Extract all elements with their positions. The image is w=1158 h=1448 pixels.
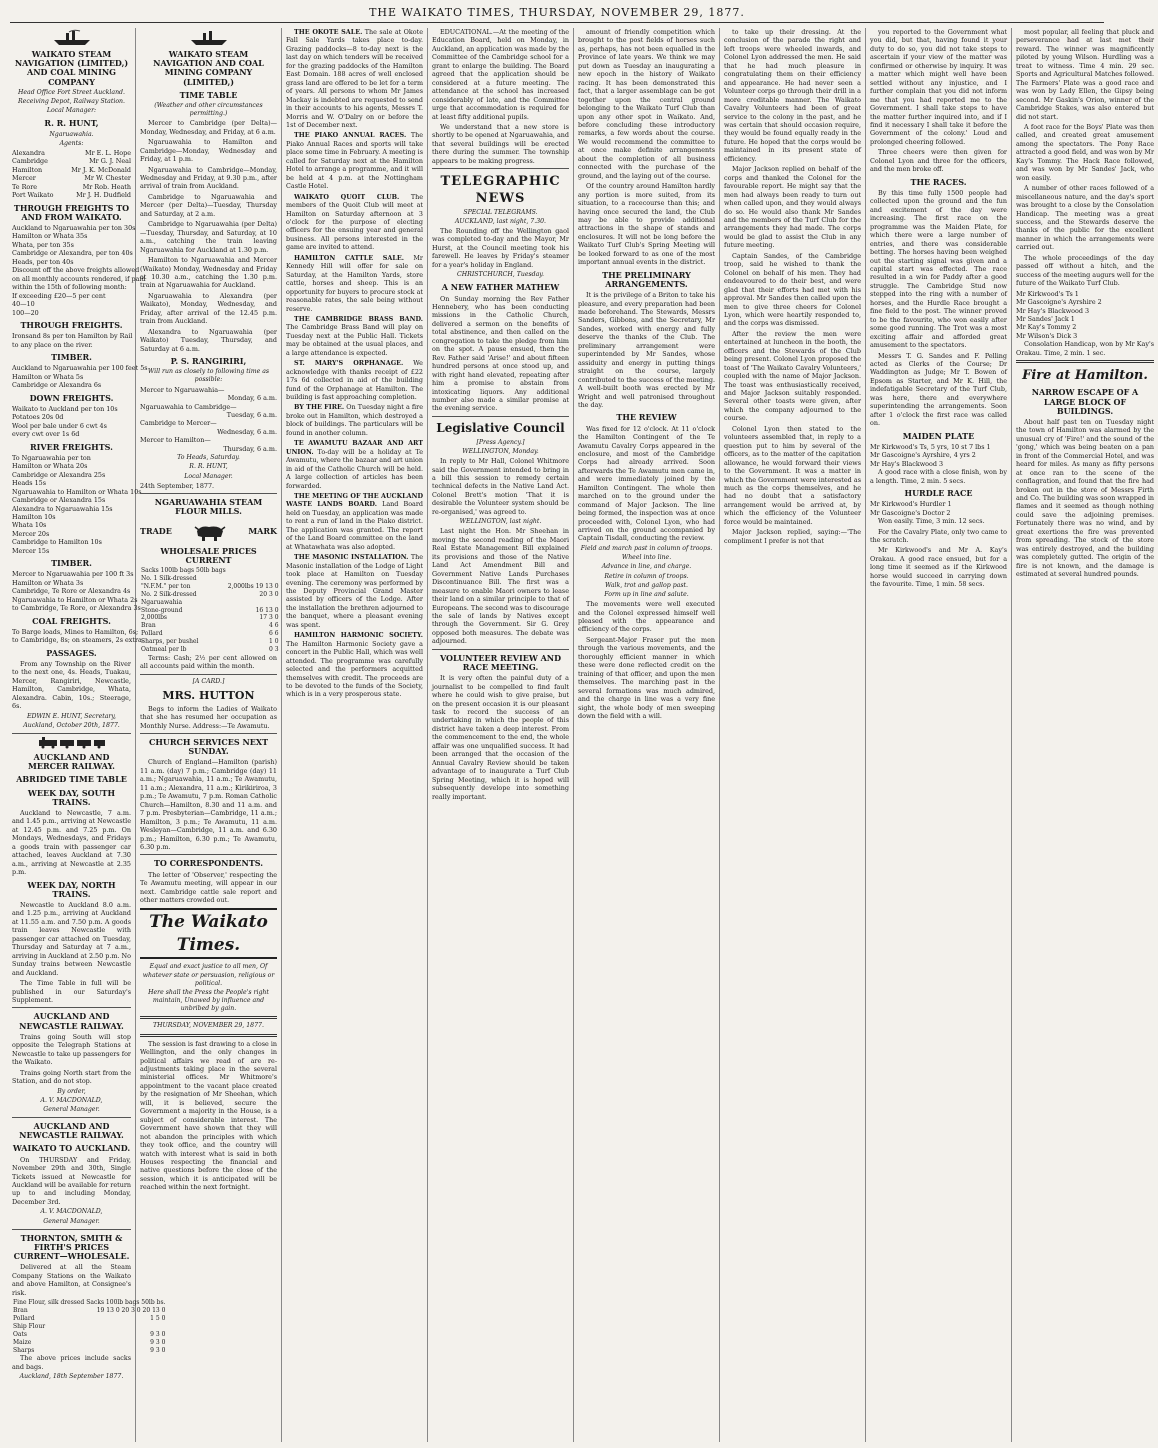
freights-heading: THROUGH FREIGHTS TO AND FROM WAIKATO. bbox=[13, 202, 130, 222]
table-row: 2,000lbs 17 3 0 bbox=[141, 614, 279, 622]
table-row: Pollard 1 5 0 bbox=[13, 1314, 166, 1322]
column-5: amount of friendly competition which brought to the post fields of horses such as, perhaps, has not been equalled in the Province of late years. We think we may put down as Tuesday an inaugurating a new epoch in the history of Waikato racing. It has been demonstrated this fact, that a larger assemblage can be got together upon the central ground belonging to the Waikato Turf Club than upon any other spot in Waikato. And, before concluding these introductory remarks, a few words about the course. We would recommend the committee to at once make definite arrangements about the completion of all business connected with the purchase of the ground, and the laying out of the course. Of the country around Hamilton hardly any portion is more suited, from its situation, to a racecourse than this; and having once secured the land, the Club may be able to provide additional attractions in the shape of stands and enclosures. It will not be long before the Waikato Turf Club's Spring Meeting will be looked forward to as one of the most important annual events in the district. THE PRELIMINARY ARRANGEMENTS. It is the privilege of a Briton to take his pleasure, and every preparation had been made beforehand. The Stewards, Messrs Sanders, Gibbons, and the Secretary, Mr Sandes, worked with energy and fully deserve the thanks of the Club. The preliminary arrangement were superintended by Mr Sandes, whose assiduity and energy in putting things straight on the course, largely contributed to the success of the meeting. A well-built booth was erected by Mr Wright and well patronised throughout the day. THE REVIEW Was fixed for 12 o'clock. At 11 o'clock the Hamilton Contingent of the Te Awamutu Cavalry Corps appeared in the enclosure, and most of the Cambridge Corps had already arrived. Soon afterwards the Te Awamutu men came in, and were immediately joined by the Hamilton Contingent. The whole then marched on to the ground under the command of Major Jackson. The line being formed, the inspection was at once proceeded with, Colonel Lyon, who had arrived on the ground accompanied by Captain Tisdall, conducting the review. Field and march past in column of troops. Wheel into line. Advance in line, and charge. Retire in column of troops. Walk, trot and gallop past. Form up in line and salute. The movements were well executed and the Colonel expressed himself well pleased with the appearance and efficiency of the corps. Sergeant-Major Fraser put the men through the various movements, and the thoroughly efficient manner in which these were done reflected credit on the training of that officer, and upon the men themselves. The marching past in the several formations was much admired, and the charge in line was a very fine sight, the whole body of men sweeping down the field with a will. bbox=[574, 28, 720, 1442]
mathew-heading: A NEW FATHER MATHEW bbox=[441, 282, 560, 293]
table-row: No. 2 Silk-dressed 20 3 0 bbox=[141, 590, 279, 598]
agent-row: Mercer Mr W. Chester bbox=[12, 174, 131, 183]
rail-heading: AUCKLAND AND MERCER RAILWAY. bbox=[28, 752, 115, 772]
through-heading: THROUGH FREIGHTS. bbox=[20, 319, 123, 330]
ad-line: Head Office Fort Street Auckland. bbox=[17, 88, 125, 96]
river-heading: RIVER FREIGHTS. bbox=[30, 441, 113, 452]
divider bbox=[12, 1229, 131, 1230]
ad-line: Receiving Depot, Railway Station. bbox=[18, 97, 125, 105]
maiden-plate-heading: MAIDEN PLATE bbox=[902, 430, 975, 441]
divider bbox=[140, 1034, 277, 1037]
rail3-subheading: WAIKATO TO AUCKLAND. bbox=[12, 1143, 131, 1154]
table-row: "N.F.M." per ton 2,000lbs 19 13 0 bbox=[141, 582, 279, 590]
column-8: most popular, all feeling that pluck and perseverance had at last met their reward. The winner was magnificently piloted by young Wilson. Hurdling was a treat to witness. Time 4 min. 29 sec. Sports and Agricultural Matches followed. The Farmers' Plate was a good race and was won by Lady Ellen, the Gipsy being second. Mr Gaskin's Orion, winner of the Cambridge Stakes, was also entered but did not start. A foot race for the Boys' Plate was then called, and created great amusement among the spectators. The Pony Race attracted a good field, and was won by Mr Kay's Tommy. The Hack Race followed, and was won by Mr Sandes' Jack, who won easily. A number of other races followed of a miscellaneous nature, and the day's sport was brought to a close by the Consolation Handicap. The meeting was a great success, and the Stewards deserve the thanks of the public for the excellent manner in which the arrangements were carried out. The whole proceedings of the day passed off without a hitch, and the success of the meeting augurs well for the future of the Waikato Turf Club. Mr Kirkwood's Ts 1 Mr Gascoigne's Ayrshire 2 Mr Hay's Blackwood 3 Mr Sandes' Jack 1 Mr Kay's Tommy 2 Mr Wilson's Dick 3 Consolation Handicap, won by Mr Kay's Orakau. Time, 2 min. 1 sec. Fire at Hamilton. NARROW ESCAPE OF A LARGE BLOCK OF BUILDINGS. About half past ten on Tuesday night the town of Hamilton was alarmed by the unusual cry of 'Fire!' and the sound of the 'gong,' which was being beaten on a pan in front of the Commercial Hotel, and was heard for miles. As many as fifty persons at once ran to the scene of the conflagration, and found that the fire had broken out in the store of Messrs Firth and Co. The building was soon wrapped in flames and it seemed as though nothing could save the adjoining premises. Fortunately there was no wind, and by great exertions the fire was prevented from spreading. The stock of the store was entirely destroyed, and the building was completely gutted. The origin of the fire is not known, and the damage is estimated at several hundred pounds. bbox=[1016, 28, 1154, 579]
divider bbox=[140, 493, 277, 494]
ad-title: WAIKATO STEAM NAVIGATION AND COAL MINING COMPANY (LIMITED,) bbox=[153, 49, 264, 87]
divider bbox=[140, 854, 277, 855]
rail2-heading: AUCKLAND AND NEWCASTLE RAILWAY. bbox=[19, 1011, 124, 1031]
table-row: Oatmeal per lb 0 3 bbox=[141, 646, 279, 654]
correspondents-heading: TO CORRESPONDENTS. bbox=[153, 858, 264, 869]
divider bbox=[432, 649, 569, 650]
agent-row: Cambridge Mr G. J. Neal bbox=[12, 157, 131, 166]
agent-row: Te Rore Mr Rob. Heath bbox=[12, 182, 131, 191]
divider bbox=[140, 1016, 277, 1019]
mill-table bbox=[140, 567, 280, 654]
ad-title: WAIKATO STEAM NAVIGATION (LIMITED,) AND COAL MINING COMPANY bbox=[14, 49, 129, 87]
table-row: Fine Flour, silk dressed Sacks 100lb bags 50lb bs. bbox=[13, 1299, 166, 1307]
fire-subheading: NARROW ESCAPE OF A LARGE BLOCK OF BUILDINGS. bbox=[1031, 387, 1139, 416]
issue-date: THURSDAY, NOVEMBER 29, 1877. bbox=[153, 1022, 264, 1030]
card-name: MRS. HUTTON bbox=[162, 689, 255, 703]
rail-north-heading: WEEK DAY, NORTH TRAINS. bbox=[27, 879, 116, 899]
coal-heading: COAL FREIGHTS. bbox=[32, 615, 111, 626]
freights-list: Auckland to Ngaruawahia per ton 30s Hamilton or Whata 35s Whata, per ton 35s Cambridge or Alexandra, per ton 40s Heads, per ton 40s Discount off the above freights allowed on all monthly accounts rendered, if paid within the 15th of following month: If exceeding £20—5 per cent 40—10 100—20 bbox=[12, 223, 146, 317]
table-row: Bran 4 6 bbox=[141, 622, 279, 630]
agent-row: Port Waikato Mr J. H. Dudfield bbox=[12, 191, 131, 200]
table-row: Oats 9 3 0 bbox=[13, 1330, 166, 1338]
trade-mark: TRADE MARK bbox=[140, 521, 277, 543]
review-heading: THE REVIEW bbox=[616, 412, 677, 423]
column-1: WAIKATO STEAM NAVIGATION (LIMITED,) AND COAL MINING COMPANY Head Office Fort Street Auckland. Receiving Depot, Railway Station. Local Manager: R. R. HUNT, Ngaruawahia. Agents: Alexandra Mr E. L. Hope Cambridge Mr G. J. Neal Hamilton Mr J. K. McDonald Mercer Mr W. Chester Te Rore Mr Rob. Heath Port Waikato Mr J. H. Dudfield THROUGH FREIGHTS TO AND FROM WAIKATO. Auckland to Ngaruawahia per ton 30s Hamilton or Whata 35s Whata, per ton 35s Cambridge or Alexandra, per ton 40s Heads, per ton 40s Discount off the above freights allowed on all monthly accounts rendered, if paid within the 15th of following month: If exceeding £20—5 per cent 40—10 100—20 THROUGH FREIGHTS. Ironsand 8s per ton Hamilton by Rail to any place on the river. TIMBER. Auckland to Ngaruawahia per 100 feet 5s Hamilton or Whata 5s Cambridge or Alexandra 6s DOWN FREIGHTS. Waikato to Auckland per ton 10s Potatoes 20s 0d Wool per bale under 6 cwt 4s every cwt over 1s 6d RIVER FREIGHTS. To Ngaruawahia per ton Hamilton or Whata 20s Cambridge or Alexandra 25s Heads 15s Ngaruawahia to Hamilton or Whata 10s Cambridge or Alexandra 15s Alexandra to Ngaruawahia 15s Hamilton 10s Whata 10s Mercer 20s Cambridge to Hamilton 10s Mercer 15s TIMBER. Mercer to Ngaruawahia per 100 ft 3s Hamilton or Whata 3s Cambridge, Te Rore or Alexandra 4s Ngaruawahia to Hamilton or Whata 2s to Cambridge, Te Rore, or Alexandra 3s COAL FREIGHTS. To Barge loads, Mines to Hamilton, 6s; to Cambridge, 8s; on steamers, 2s extra. PASSAGES. From any Township on the River to the next one, 4s. Heads, Tuakau, Mercer, Rangiriri, Newcastle, Hamilton, Cambridge, Whata, Alexandra. Cabin, 10s.; Steerage, 6s. EDWIN E. HUNT, Secretary, Auckland, October 20th, 1877. AUCKLAND AND MERCER RAILWAY. ABRIDGED TIME TABLE WEEK DAY, SOUTH TRAINS. Auckland to Newcastle, 7 a.m. and 1.45 p.m., arriving at Newcastle at 12.45 p.m. and 7.25 p.m. On Mondays, Wednesdays, and Fridays a goods train with passenger car attached, leaves Auckland at 7.30 a.m., arriving at Newcastle at 2.35 p.m. WEEK DAY, NORTH TRAINS. Newcastle to Auckland 8.0 a.m. and 1.25 p.m., arriving at Auckland at 11.55 a.m. and 7.50 p.m. A goods train leaves Newcastle with passenger car attached on Tuesday, Thursday and Saturday at 7 a.m., arriving in Auckland at 2.50 p.m. No Sunday trains between Newcastle and Auckland. The Time Table in full will be published in our Saturday's Supplement. AUCKLAND AND NEWCASTLE RAILWAY. Trains going South will stop opposite the Telegraph Stations at Newcastle to take up passengers for the Waikato. Trains going North start from the Station, and do not stop. By order, A. V. MACDONALD, General Manager. AUCKLAND AND NEWCASTLE RAILWAY. WAIKATO TO AUCKLAND. On THURSDAY and Friday, November 29th and 30th, Single Tickets issued at Newcastle for Auckland will be available for return up to and including Monday, December 3rd. A. V. MACDONALD, General Manager. THORNTON, SMITH & FIRTH'S PRICES CURRENT—WHOLESALE. Delivered at all the Steam Company Stations on the Waikato and above Hamilton, at Consignee's risk. Fine Flour, silk dressed Sacks 100lb bags 50lb bs. Bran 19 13 0 20 3 0 20 13 0 Pollard 1 5 0 Ship Flour Oats 9 3 0 Maize 9 3 0 Sharps 9 3 0 The above prices include sacks and bags. Auckland, 18th September 1877. bbox=[8, 28, 136, 1442]
volunteer-heading: VOLUNTEER REVIEW AND RACE MEETING. bbox=[439, 652, 562, 673]
rail3-heading: AUCKLAND AND NEWCASTLE RAILWAY. bbox=[19, 1121, 124, 1141]
ad-line: Agents: bbox=[59, 139, 84, 147]
page-masthead: THE WAIKATO TIMES, THURSDAY, NOVEMBER 29, 1877. bbox=[10, 6, 1104, 23]
timetable-heading: TIME TABLE bbox=[179, 89, 238, 100]
paper-title: The Waikato Times. bbox=[140, 908, 277, 959]
table-row: Sharps, per bushel 1 0 bbox=[141, 638, 279, 646]
divider bbox=[12, 1117, 131, 1118]
steamer-icon bbox=[52, 30, 92, 46]
divider bbox=[432, 168, 569, 169]
steamer-icon bbox=[189, 30, 229, 46]
timber-heading: TIMBER. bbox=[51, 352, 92, 363]
table-row: Bran 19 13 0 20 3 0 20 13 0 bbox=[13, 1307, 166, 1315]
table-row: Ngaruawahia bbox=[141, 598, 183, 606]
column-4: EDUCATIONAL.—At the meeting of the Education Board, held on Monday, in Auckland, an application was made by the Committee of the Cambridge school for a grant to enlarge the building. The Board agreed that the application should be considered at a future meeting. The attendance at the school has increased considerably of late, and the Committee urge that accommodation is required for at least fifty additional pupils. We understand that a new store is shortly to be opened at Ngaruawahia, and that several buildings will be erected there during the summer. The township appears to be making progress. TELEGRAPHIC NEWS SPECIAL TELEGRAMS. AUCKLAND, last night, 7.30. The Rounding off the Wellington gaol was completed to-day and the Mayor, Mr Hurst, at the Council meeting took his farewell. He leaves by Friday's steamer for a year's holiday in England. CHRISTCHURCH, Tuesday. A NEW FATHER MATHEW On Sunday morning the Rev Father Hennebery, who has been conducting missions in the Catholic Church, delivered a sermon on the benefits of total abstinence, and then called on the congregation to take the pledge from him on the spot. A pause ensued, then the Rev. Father said 'Arise!' and about fifteen hundred persons at once stood up, and with right hand elevated, repeating after him a promise to abstain from intoxicating liquors. Any additional number also made a similar promise at the evening service. Legislative Council [Press Agency.] WELLINGTON, Monday. In reply to Mr Hall, Colonel Whitmore said the Government intended to bring in a bill this session to remedy certain technical defects in the Native Land Act. Colonel Brett's motion 'That it is desirable the Volunteer system should be re-organised,' was agreed to. WELLINGTON, last night. Last night the Hon. Mr Sheehan in moving the second reading of the Maori Real Estate Management Bill explained its provisions and those of the Native Land Act Amendment Bill and Government Native Lands Purchases Discontinuance Bill. The first was a measure to enable Maori owners to lease their land on a similar principle to that of Europeans. The second was to discourage the sale of lands by Natives except through the Government. Sir G. Grey opposed both measures. The debate was adjourned. VOLUNTEER REVIEW AND RACE MEETING. It is very often the painful duty of a journalist to be compelled to find fault where he could wish to give praise, but on the present occasion it is our pleasant task to record the success of an undertaking in which the people of this district have taken a deep interest. From the commencement to the end, the whole affair was one unqualified success. It had been arranged that the occasion of the Annual Cavalry Review should be taken advantage of to inaugurate a Turf Club Spring Meeting, which it is hoped will subsequently develope into something really important. bbox=[428, 28, 574, 1442]
ad-line: R. R. HUNT, bbox=[44, 118, 99, 129]
divider bbox=[432, 416, 569, 417]
passages-heading: PASSAGES. bbox=[46, 647, 97, 658]
agent-row: Alexandra Mr E. L. Hope bbox=[12, 148, 131, 157]
down-heading: DOWN FREIGHTS. bbox=[29, 392, 114, 403]
races-heading: THE RACES. bbox=[910, 176, 967, 187]
legislative-heading: Legislative Council bbox=[436, 420, 565, 435]
agent-row: Hamilton Mr J. K. McDonald bbox=[12, 165, 131, 174]
ad-line: Local Manager: bbox=[46, 107, 97, 115]
divider bbox=[1016, 360, 1154, 363]
columns bbox=[8, 28, 1154, 1442]
ad-line: Ngaruawahia. bbox=[49, 130, 94, 138]
column-3: THE OKOTE SALE. The sale at Okote Fall Sale Yards takes place to-day. Grazing paddocks—8 to-day next is the last day on which tenders will be received for the grazing paddocks of the Hamilton East Domain. 188 acres of well enclosed grass land are offered to be let for a term of years. All persons to whom Mr James Mackay is indebted are requested to send in their accounts to his agents, Messrs T. Morris and W. O'Dalry on or before the 1st of December next. THE PIAKO ANNUAL RACES. The Piako Annual Races and sports will take place some time in February. A meeting is called for Saturday next at the Hamilton Hotel to arrange a programme, and it will be held at 4 p.m. at the Nottingham Castle Hotel. WAIKATO QUOIT CLUB. The members of the Quoit Club will meet at Hamilton on Saturday afternoon at 3 o'clock for the purpose of electing officers for the ensuing year and general business. All persons interested in the game are invited to attend. HAMILTON CATTLE SALE. Mr Kennedy Hill will offer for sale on Saturday, at the Hamilton Yards, store cattle, horses and sheep. This is an opportunity for buyers to procure stock at reasonable rates, the sale being without reserve. THE CAMBRIDGE BRASS BAND. The Cambridge Brass Band will play on Tuesday next at the Public Hall. Tickets may be obtained at the usual places, and a large attendance is expected. ST. MARY'S ORPHANAGE. We acknowledge with thanks receipt of £22 17s 6d collected in aid of the building fund of the Orphanage at Hamilton. The building is fast approaching completion. BY THE FIRE. On Tuesday night a fire broke out in Hamilton, which destroyed a block of buildings. The particulars will be found in another column. TE AWAMUTU BAZAAR AND ART UNION. To-day will be a holiday at Te Awamutu, where the bazaar and art union in aid of the Catholic Church will be held. A large collection of articles has been forwarded. THE MEETING OF THE AUCKLAND WASTE LANDS BOARD. Land Board held on Tuesday, an application was made to rent a run of land in the Piako district. The application was granted. The report of the Land Board committee on the land at Whatawhata was also adopted. THE MASONIC INSTALLATION. The Masonic installation of the Lodge of Light took place at Hamilton on Tuesday evening. The ceremony was performed by the Deputy Provincial Grand Master assisted by officers of the Lodge. After the installation the brethren adjourned to the banquet, where a pleasant evening was spent. HAMILTON HARMONIC SOCIETY. The Hamilton Harmonic Society gave a concert in the Public Hall, which was well attended. The programme was carefully selected and the performers acquitted themselves with credit. The proceeds are to be devoted to the funds of the Society, which is in a very prosperous state. bbox=[282, 28, 428, 1442]
rail-subheading: ABRIDGED TIME TABLE bbox=[16, 774, 127, 785]
timber2-heading: TIMBER. bbox=[51, 558, 92, 569]
train-icon bbox=[37, 737, 107, 749]
table-row: Sharps 9 3 0 bbox=[13, 1346, 166, 1354]
rangiriri-heading: P. S. RANGIRIRI, bbox=[170, 356, 247, 367]
rail-week-heading: WEEK DAY, SOUTH TRAINS. bbox=[27, 787, 116, 807]
mill-heading: NGARUAWAHIA STEAM FLOUR MILLS. bbox=[154, 497, 263, 517]
telegraphic-heading: TELEGRAPHIC NEWS bbox=[440, 174, 561, 207]
divider bbox=[12, 733, 131, 734]
divider bbox=[12, 1007, 131, 1008]
mill-subheading: WHOLESALE PRICES CURRENT bbox=[160, 545, 257, 565]
table-row: Ship Flour bbox=[13, 1322, 46, 1330]
fire-heading: Fire at Hamilton. bbox=[1022, 368, 1148, 384]
column-6: to take up their dressing. At the conclusion of the parade the right and left troops were wheeled inwards, and Colonel Lyon addressed the men. He said that he had much pleasure in congratulating them on their efficiency and appearance. He had never seen a Volunteer corps go through their drill in a more creditable manner. The Waikato Cavalry Volunteers had been of great service to the colony in the past, and he was certain that should occasion require, they would be found equally ready in the future. He hoped that the corps would be maintained in its present state of efficiency. Major Jackson replied on behalf of the corps and thanked the Colonel for the favourable report. He might say that the men had always been ready to turn out when called upon, and they would always do so. He would also thank Mr Sandes and the members of the Turf Club for the arrangements they had made. The corps would be glad to assist the Club in any future meeting. Captain Sandes, of the Cambridge troop, said he wished to thank the Colonel on behalf of his men. They had endeavoured to do their best, and were glad that their efforts had met with his approval. Mr Sandes then called upon the men to give three cheers for Colonel Lyon, which were heartily responded to, and the corps was dismissed. After the review the men were entertained at luncheon in the booth, the officers and the Stewards of the Club being present. Colonel Lyon proposed the toast of 'The Waikato Cavalry Volunteers,' coupled with the name of Major Jackson. The toast was enthusiastically received, and Major Jackson suitably responded. Several other toasts were given, after which the company adjourned to the course. Colonel Lyon then stated to the volunteers assembled that, in reply to a question put to him by several of the officers, as to the matter of the capitation allowance, he would forward their views to the Government. It was a matter in which the Government were interested as much as the corps themselves, and he had no doubt that a satisfactory arrangement would be arrived at, by which the efficiency of the Volunteer force would be maintained. Major Jackson replied, saying:—'The compliment I prefer is not that bbox=[720, 28, 866, 1442]
editorial: The session is fast drawing to a close in Wellington, and the only changes in political affairs we read of are re-adjustments taking place in the several ministerial offices. Mr Whitmore's appointment to the vacant place created by the resignation of Mr Sheehan, which will, it is believed, secure the Government a majority in the House, is a subject of considerable interest. The Government have shown that they will not abandon the principles with which they took office, and the country will watch with interest what is said in both Houses respecting the financial and native questions before the close of the session, which it is anticipated will be reached within the next fortnight. bbox=[140, 1039, 277, 1192]
divider bbox=[140, 674, 277, 675]
agents-list bbox=[12, 149, 131, 200]
column-2: WAIKATO STEAM NAVIGATION AND COAL MINING COMPANY (LIMITED,) TIME TABLE (Weather and other circumstances permitting.) Mercer to Cambridge (per Delta)—Monday, Wednesday, and Friday, at 6 a.m. Ngaruawahia to Hamilton and Cambridge—Monday, Wednesday and Friday, at 1 p.m. Ngaruawahia to Cambridge—Monday, Wednesday and Friday, at 9.30 p.m., after arrival of train from Auckland. Cambridge to Ngaruawahia and Mercer (per Delta)—Tuesday, Thursday and Saturday, at 2 a.m. Cambridge to Ngaruawahia (per Delta)—Tuesday, Thursday, and Saturday, at 10 a.m., catching the train leaving Ngaruawahia for Auckland at 1.30 p.m. Hamilton to Ngaruawahia and Mercer (Waikato) Monday, Wednesday and Friday at 10.30 a.m., catching the 1.30 p.m. train at Ngaruawahia for Auckland. Ngaruawahia to Alexandra (per Waikato), Monday, Wednesday, and Friday, after arrival of the 12.45 p.m. train from Auckland. Alexandra to Ngaruawahia (per Waikato) Tuesday, Thursday, and Saturday at 6 a.m. P. S. RANGIRIRI, Will run as closely to following time as possible: Mercer to Ngaruawahia— Monday, 6 a.m. Ngaruawahia to Cambridge— Tuesday, 6 a.m. Cambridge to Mercer— Wednesday, 6 a.m. Mercer to Hamilton— Thursday, 6 a.m. To Heads, Saturday. R. R. HUNT, Local Manager. 24th September, 1877. NGARUAWAHIA STEAM FLOUR MILLS. TRADE MARK WHOLESALE PRICES CURRENT Sacks 100lb bags 50lb bags No. 1 Silk-dressed "N.F.M." per ton 2,000lbs 19 13 0 No. 2 Silk-dressed 20 3 0 Ngaruawahia Stone-ground 16 13 0 2,000lbs 17 3 0 Bran 4 6 Pollard 6 6 Sharps, per bushel 1 0 Oatmeal per lb 0 3 Terms: Cash; 2½ per cent allowed on all accounts paid within the month. [A CARD.] MRS. HUTTON Begs to inform the Ladies of Waikato that she has resumed her occupation as Monthly Nurse. Address:—Te Awamutu. CHURCH SERVICES NEXT SUNDAY. Church of England—Hamilton (parish) 11 a.m. (day) 7 p.m.; Cambridge (day) 11 a.m.; Ngaruawahia, 11 a.m.; Te Awamutu, 11 a.m.; Alexandra, 11 a.m.; Kirikiriroa, 3 p.m.; Te Awamutu, 7 p.m. Roman Catholic Church—Hamilton, 8.30 and 11 a.m. and 7 p.m. Presbyterian—Cambridge, 11 a.m.; Hamilton, 3 p.m.; Te Awamutu, 11 a.m. Wesleyan—Cambridge, 11 a.m. and 6.30 p.m.; Hamilton, 6.30 p.m.; Te Awamutu, 6.30 p.m. TO CORRESPONDENTS. The letter of 'Observer,' respecting the Te Awamutu meeting, will appear in our next. Cambridge cattle sale report and other matters crowded out. The Waikato Times. Equal and exact justice to all men, Of whatever state or persuasion, religious or political. Here shall the Press the People's right maintain, Unawed by influence and unbribed by gain. THURSDAY, NOVEMBER 29, 1877. The session is fast drawing to a close in Wellington, and the only changes in political affairs we read of are re-adjustments taking place in the several ministerial offices. Mr Whitmore's appointment to the vacant place created by the resignation of Mr Sheehan, which will, it is believed, secure the Government a majority in the House, is a subject of considerable interest. The Government have shown that they will not abandon the principles with which they took office, and the country will watch with interest what is said in both Houses respecting the financial and native questions before the close of the session, which it is anticipated will be reached within the next fortnight. bbox=[136, 28, 282, 1442]
results-list: Mr Kirkwood's Ts 1 Mr Gascoigne's Ayrshire 2 Mr Hay's Blackwood 3 Mr Sandes' Jack 1 Mr Kay's Tommy 2 Mr Wilson's Dick 3 bbox=[1016, 289, 1102, 340]
table-row: Maize 9 3 0 bbox=[13, 1338, 166, 1346]
divider bbox=[140, 733, 277, 734]
church-heading: CHURCH SERVICES NEXT SUNDAY. bbox=[148, 737, 269, 757]
prices-heading: THORNTON, SMITH & FIRTH'S PRICES CURRENT—WHOLESALE. bbox=[13, 1232, 130, 1262]
table-row: Pollard 6 6 bbox=[141, 630, 279, 638]
table-row: Sacks 100lb bags 50lb bags bbox=[141, 567, 226, 575]
column-7: you reported to the Government what you did, but that, having found it your duty to do so, you did not take steps to ascertain if your view of the matter was confirmed or otherwise by inquiry. It was a matter which might well have been settled without any injustice, and I further complain that you did not inform me that you had reported me to the Government. I shall take steps to have the matter further inquired into, and if I find it necessary I shall take it before the Government of the colony.' Loud and prolonged cheering followed. Three cheers were then given for Colonel Lyon and three for the officers, and the men broke off. THE RACES. By this time fully 1500 people had collected upon the ground and the fun and excitement of the day were increasing. The first race on the programme was the Maiden Plate, for which there were a large number of entries, and there was considerable betting. The horses having been weighed out the starting signal was given and a capital start was effected. The race resulted in a win for Paddy after a good struggle. The Cambridge Stud now stepped into the ring with a number of horses, and the Hurdle Race brought a fine field to the post. The winner proved to be the favourite, who won easily after some good running. The Trot was a most exciting affair and afforded great amusement to the spectators. Messrs T. G. Sandes and F. Pelling acted as Clerks of the Course; Dr Waddington as Judge; Mr T. Bowen of Epsom as Starter, and Mr K. Hill, the indefatigable Secretary of the Turf Club, was here, there and everywhere superintending the arrangements. Soon after 1 o'clock the first race was called on. MAIDEN PLATE Mr Kirkwood's Ts, 5 yrs, 10 st 7 lbs 1 Mr Gascoigne's Ayrshire, 4 yrs 2 Mr Hay's Blackwood 3 A good race with a close finish, won by a length. Time, 2 min. 5 secs. HURDLE RACE Mr Kirkwood's Hurdler 1 Mr Gascoigne's Doctor 2 Won easily. Time, 3 min. 12 secs. For the Cavalry Plate, only two came to the scratch. Mr Kirkwood's and Mr A. Kay's Orakau. A good race ensued, but for a long time it seemed as if the Kirkwood horse would succeed in carrying down the favourite. Time, 1 min. 58 secs. bbox=[866, 28, 1012, 1442]
prelim-heading: THE PRELIMINARY ARRANGEMENTS. bbox=[602, 269, 691, 289]
hurdle-heading: HURDLE RACE bbox=[904, 488, 973, 499]
table-row: No. 1 Silk-dressed bbox=[141, 574, 197, 582]
bull-icon bbox=[193, 521, 227, 543]
table-row: Stone-ground 16 13 0 bbox=[141, 606, 279, 614]
